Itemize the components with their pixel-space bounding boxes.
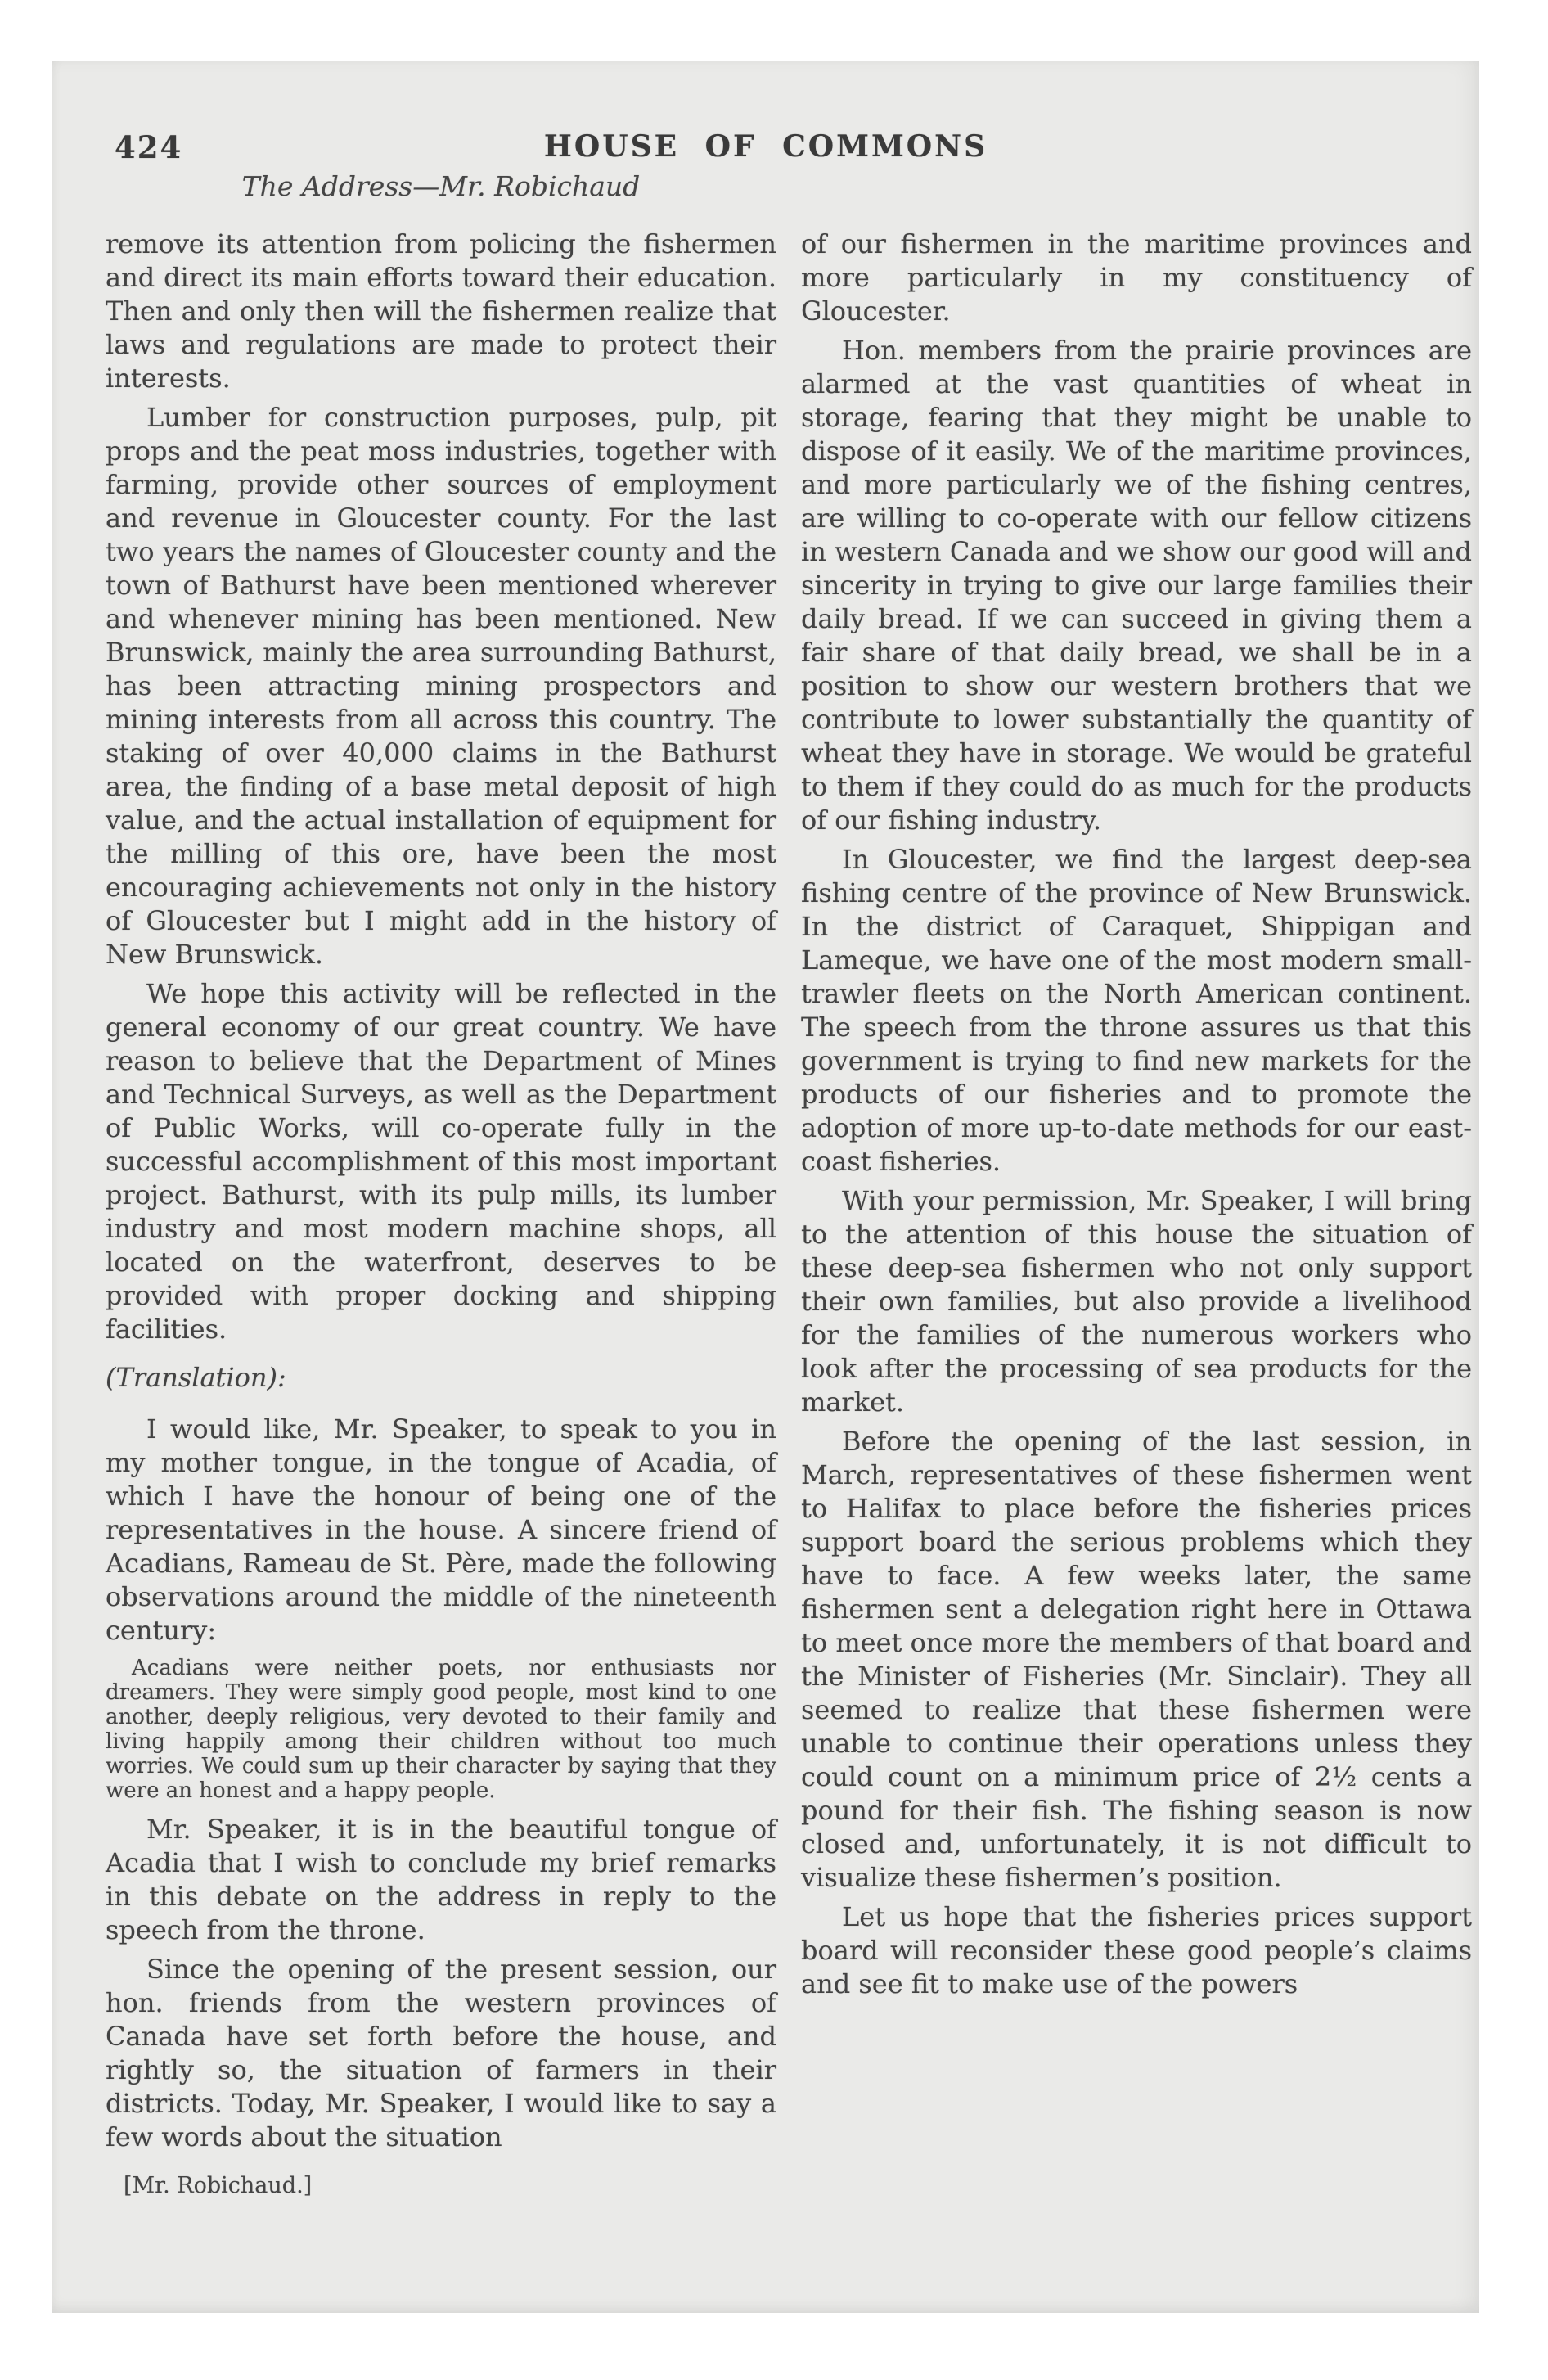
paragraph: remove its attention from policing the fishermen and direct its main efforts toward their education. Then and only then will the fishermen realize that laws and regulations are made to protect their interests. bbox=[106, 228, 776, 394]
paragraph: We hope this activity will be reflected in the general economy of our great country. We have reason to believe that the Department of Mines and Technical Surveys, as well as the Department of Public Works, will co-operate fully in the successful accomplishment of this most important project. Bathurst, with its pulp mills, its lumber industry and most modern machine shops, all located on the waterfront, deserves to be provided with proper docking and shipping facilities. bbox=[106, 978, 776, 1345]
paragraph: In Gloucester, we find the largest deep-sea fishing centre of the province of New Brunswick. In the district of Caraquet, Shippigan and Lameque, we have one of the most modern small-trawler fleets on the North American continent. The speech from the throne assures us that this government is trying to find new markets for the products of our fisheries and to promote the adoption of more up-to-date methods for our east-coast fisheries. bbox=[801, 844, 1472, 1177]
paragraph: of our fishermen in the maritime provinces and more particularly in my constituency of Gloucester. bbox=[801, 228, 1472, 327]
right-column bbox=[801, 228, 1472, 2007]
paragraph: Hon. members from the prairie provinces are alarmed at the vast quantities of wheat in storage, fearing that they might be unable to dispose of it easily. We of the maritime provinces, and more particularly we of the fishing centres, are willing to co-operate with our fellow citizens in western Canada and we show our good will and sincerity in trying to give our large families their daily bread. If we can succeed in giving them a fair share of that daily bread, we shall be in a position to show our western brothers that we contribute to lower substantially the quantity of wheat they have in storage. We would be grateful to them if they could do as much for the products of our fishing industry. bbox=[801, 335, 1472, 836]
page-number: 424 bbox=[115, 129, 183, 165]
paragraph: Before the opening of the last session, in March, representatives of these fishermen went to Halifax to place before the fisheries prices support board the serious problems which they have to face. A few weeks later, the same fishermen sent a delegation right here in Ottawa to meet once more the members of that board and the Minister of Fisheries (Mr. Sinclair). They all seemed to realize that these fishermen were unable to continue their operations unless they could count on a minimum price of 2½ cents a pound for their fish. The fishing season is now closed and, unfortunately, it is not difficult to visualize these fishermen’s position. bbox=[801, 1426, 1472, 1893]
paragraph: Let us hope that the fisheries prices support board will reconsider these good people’s claims and see fit to make use of the powers bbox=[801, 1901, 1472, 1999]
paragraph: I would like, Mr. Speaker, to speak to you in my mother tongue, in the tongue of Acadia, of which I have the honour of being one of the representatives in the house. A sincere friend of Acadians, Rameau de St. Père, made the following observations around the middle of the nineteenth century: bbox=[106, 1413, 776, 1646]
paragraph: With your permission, Mr. Speaker, I will bring to the attention of this house the situation of these deep-sea fishermen who not only support their own families, but also provide a livelihood for the families of the numerous workers who look after the processing of sea products for the market. bbox=[801, 1185, 1472, 1418]
paragraph: Since the opening of the present session, our hon. friends from the western provinces of Canada have set forth before the house, and rightly so, the situation of farmers in their districts. Today, Mr. Speaker, I would like to say a few words about the situation bbox=[106, 1954, 776, 2152]
hansard-page bbox=[52, 61, 1479, 2313]
paragraph: Mr. Speaker, it is in the beautiful tongue of Acadia that I wish to conclude my brief remarks in this debate on the address in reply to the speech from the throne. bbox=[106, 1814, 776, 1945]
paragraph: Lumber for construction purposes, pulp, pit props and the peat moss industries, together with farming, provide other sources of employment and revenue in Gloucester county. For the last two years the names of Gloucester county and the town of Bathurst have been mentioned wherever and whenever mining has been mentioned. New Brunswick, mainly the area surrounding Bathurst, has been attracting mining prospectors and mining interests from all across this country. The staking of over 40,000 claims in the Bathurst area, the finding of a base metal deposit of high value, and the actual installation of equipment for the milling of this ore, have been the most encouraging achievements not only in the history of Gloucester but I might add in the history of New Brunswick. bbox=[106, 402, 776, 970]
running-title: The Address—Mr. Robichaud bbox=[241, 170, 641, 202]
blockquote-paragraph: Acadians were neither poets, nor enthusiasts nor dreamers. They were simply good people, most kind to one another, deeply religious, very devoted to their family and living happily among their children without too much worries. We could sum up their character by saying that they were an honest and a happy people. bbox=[106, 1656, 776, 1803]
left-column bbox=[106, 228, 776, 2202]
page-header: HOUSE OF COMMONS bbox=[543, 129, 988, 164]
translation-label: (Translation): bbox=[106, 1362, 286, 1393]
footer-attribution: [Mr. Robichaud.] bbox=[124, 2173, 313, 2198]
